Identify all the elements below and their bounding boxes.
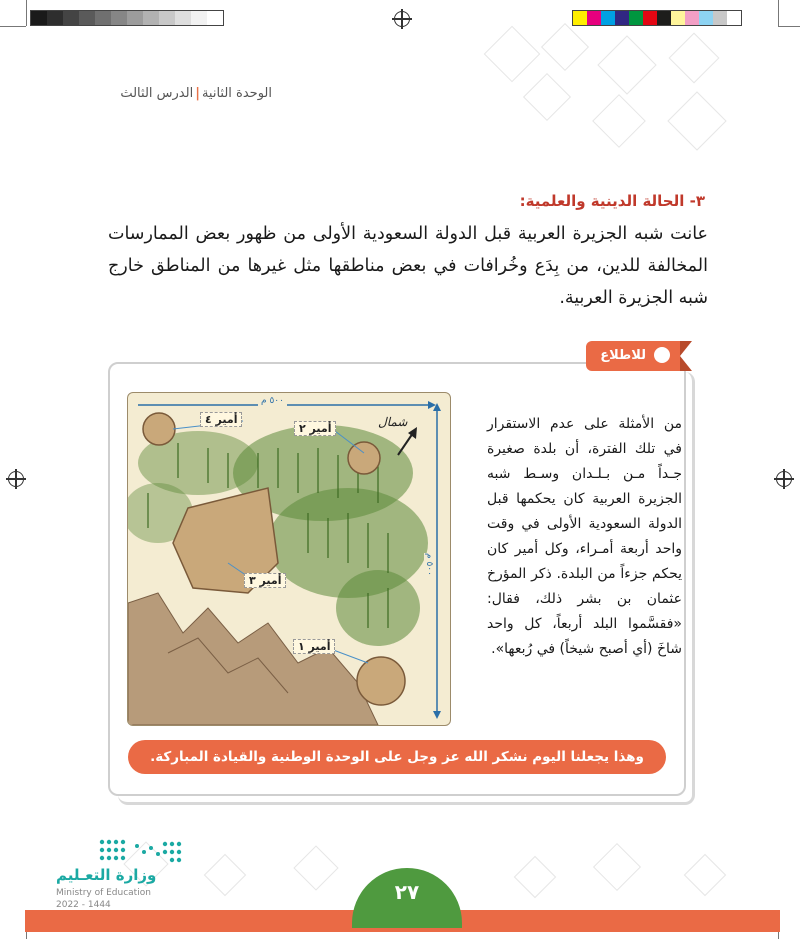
color-calibration-bar [572,10,742,26]
map-label-amir-1: أمير ١ [293,639,335,654]
unit-title: الوحدة الثانية [201,86,272,101]
crop-mark [778,0,779,26]
info-tag [586,341,680,371]
info-tag-label: للاطلاع [600,348,646,363]
ministry-logo-icon [97,836,187,864]
registration-mark-left [8,471,24,487]
section-heading: ٣- الحالة الدينية والعلمية: [519,192,705,210]
town-map-illustration [128,393,450,725]
lesson-title: الدرس الثالث [120,86,194,101]
lightbulb-icon [654,347,670,363]
map-label-amir-3: أمير ٣ [244,573,286,588]
grayscale-bar [30,10,224,26]
info-tag-tail [680,341,692,371]
crop-mark [0,26,26,27]
registration-mark-top [394,11,410,27]
info-banner: وهذا يجعلنا اليوم نشكر الله عز وجل على الوحدة الوطنية والقيادة المباركة. [128,740,666,774]
map-side-dimension: ٥٠٠ م [424,553,434,576]
ministry-name-ar: وزارة التعـليم [56,866,157,884]
map-label-amir-4: أمير ٤ [200,412,242,427]
town-map [127,392,451,726]
info-text: من الأمثلة على عدم الاستقرار في تلك الفترة، أن بلدة صغيرة جـداً مـن بـلـدان وسـط شبه الجزيرة العربية كان يحكمها قبل الدولة السعودية الأولى في وقت واحد أربعة أمـراء، وكل أمير كان يحكم جزءاً من البلدة. ذكر المؤرخ عثمان بن بشر ذلك، فقال: «فقسَّموا البلد أربعاً، كل واحد شاخَ (أي أصبح شيخاً) في رُبعها». [487,416,682,657]
registration-mark-right [776,471,792,487]
edition-year: 2022 - 1444 [56,900,111,910]
map-north-label: شمال [378,415,408,429]
crop-mark [778,26,800,27]
page-number: ٢٧ [352,868,462,928]
ministry-name-en: Ministry of Education [56,888,151,898]
section-paragraph: عانت شبه الجزيرة العربية قبل الدولة السعودية الأولى من ظهور بعض الممارسات المخالفة للدين، من بِدَع وخُرافات في بعض مناطقها مثل غيرها من المناطق خارج شبه الجزيرة العربية. [108,224,708,308]
crop-mark [26,0,27,26]
running-header [120,86,272,101]
map-top-dimension: ٥٠٠ م [258,396,287,406]
header-separator: | [195,86,200,101]
map-label-amir-2: أمير ٢ [294,421,336,436]
